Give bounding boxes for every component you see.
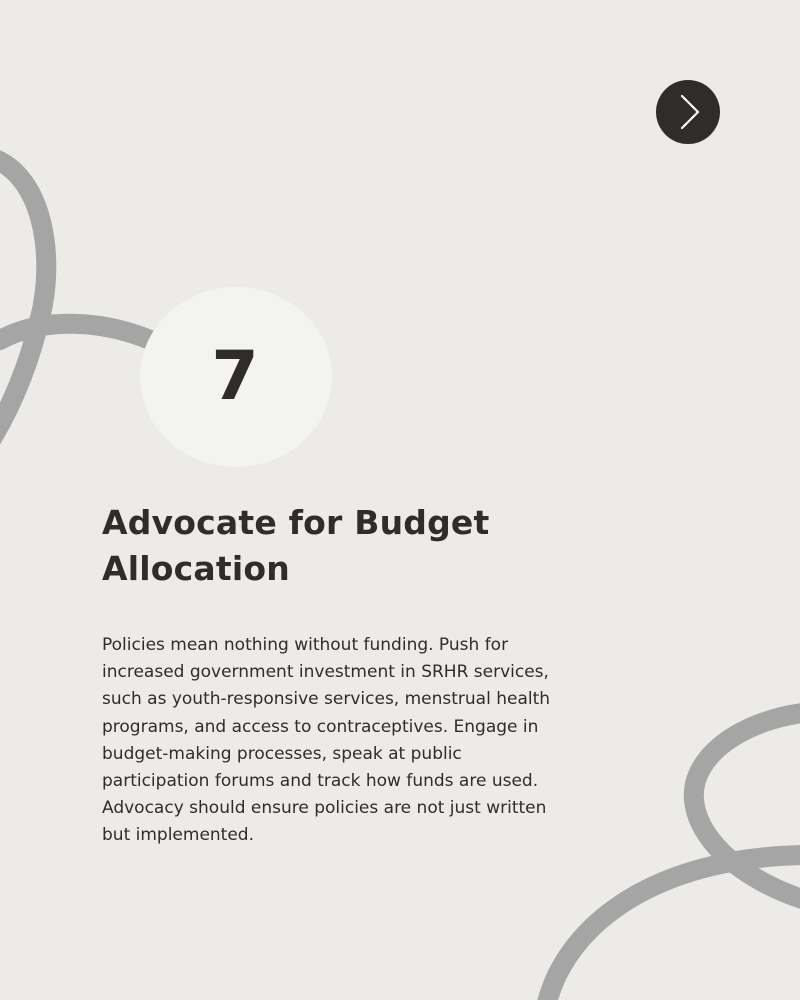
left-loop-shape — [0, 157, 155, 445]
right-loop-shape — [545, 712, 800, 1000]
section-body-text: Policies mean nothing without funding. Push for increased government investment in SRHR services, such as youth-responsive services, menstrual health programs, and access to contraceptives. Engage in budget-making processes, speak at public participation forums and track how funds are used. Advocacy should ensure policies are not just written but implemented. — [102, 635, 551, 846]
chevron-right-icon — [656, 80, 720, 144]
section-title: Advocate for Budget Allocation — [102, 503, 490, 588]
step-number-badge — [140, 287, 332, 467]
step-number: 7 — [211, 337, 259, 416]
next-button[interactable] — [656, 80, 720, 144]
